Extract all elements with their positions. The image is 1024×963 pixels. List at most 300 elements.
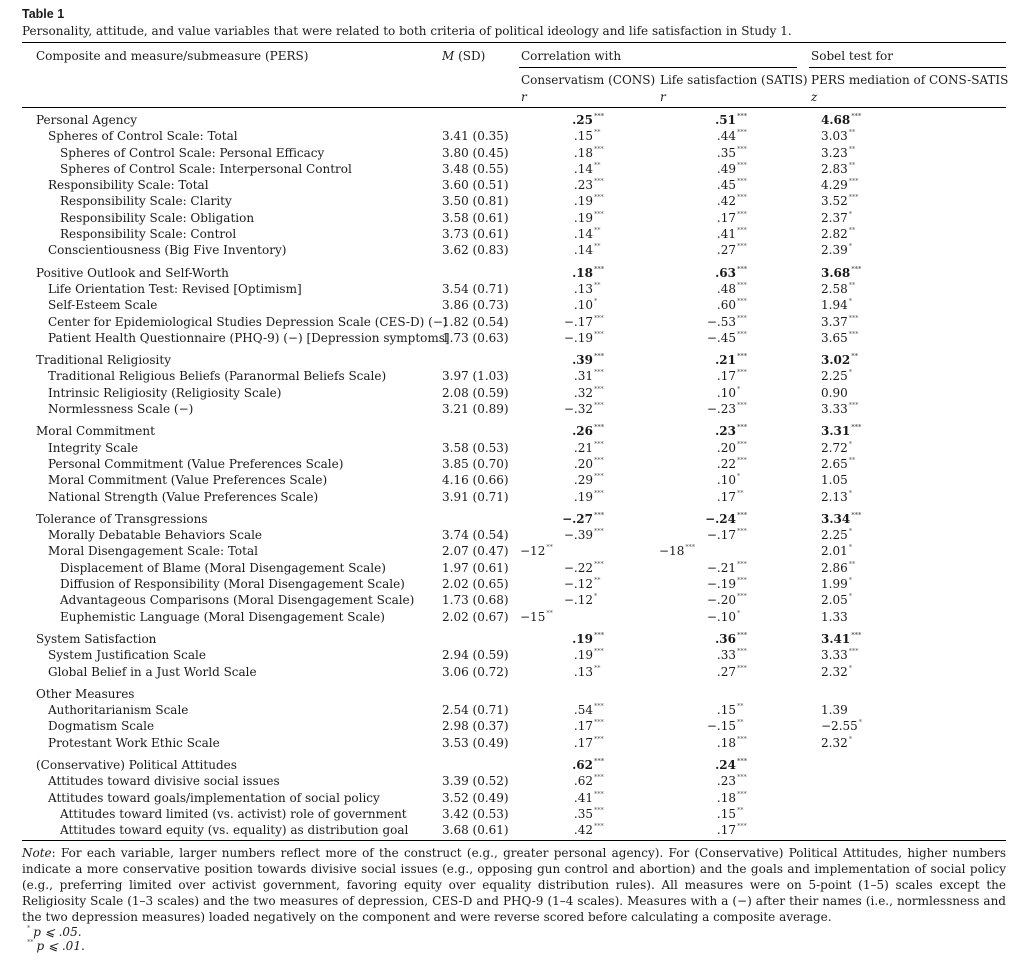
sobel-z: 3.37*** <box>821 313 859 329</box>
satis-correlation-value: .27 <box>716 243 736 258</box>
satis-correlation-value: −.45 <box>706 330 736 345</box>
cons-correlation: .42*** <box>573 822 604 838</box>
measure-row <box>22 527 1006 543</box>
bottom-rule <box>22 840 1006 841</box>
satis-correlation-value: .49 <box>716 161 736 176</box>
mean-sd: 3.48 (0.55) <box>442 161 509 176</box>
sobel-z-value: 4.68 <box>821 113 851 127</box>
header-life-satisfaction: Life satisfaction (SATIS) <box>660 73 808 87</box>
footnotes <box>22 925 1006 953</box>
mean-sd: 3.53 (0.49) <box>442 735 509 750</box>
measure-label: Advantageous Comparisons (Moral Disengagement Scale) <box>60 593 415 608</box>
mean-sd: 3.80 (0.45) <box>442 145 509 160</box>
sobel-z-value: 3.31 <box>821 424 851 439</box>
cons-correlation-value: .15 <box>573 129 593 144</box>
satis-correlation: .10* <box>716 384 741 400</box>
satis-correlation: .17*** <box>716 209 747 225</box>
header-composite: Composite and measure/submeasure (PERS) <box>36 49 309 63</box>
cons-correlation-value: .20 <box>573 456 593 471</box>
satis-correlation: −.20*** <box>706 592 747 608</box>
header-sobel-sub: PERS mediation of CONS-SATIS <box>811 73 1009 87</box>
satis-correlation: −.17*** <box>706 527 747 543</box>
composite-row <box>22 757 1006 773</box>
satis-correlation: .49*** <box>716 160 747 176</box>
measure-row <box>22 489 1006 505</box>
measure-label: Other Measures <box>36 686 135 701</box>
mean-sd: 3.52 (0.49) <box>442 790 509 805</box>
sobel-z-value: −2.55 <box>821 719 858 734</box>
cons-correlation-value: .18 <box>573 145 593 160</box>
sobel-z: 3.03** <box>821 128 856 144</box>
sobel-z-value: 2.65 <box>821 456 848 471</box>
sobel-z-value: 2.83 <box>821 161 848 176</box>
cons-correlation-value: −.32 <box>563 402 593 417</box>
cons-correlation-value: .32 <box>573 385 593 400</box>
satis-correlation: .27*** <box>716 663 747 679</box>
measure-label: Center for Epidemiological Studies Depression Scale (CES-D) (−) <box>48 314 448 329</box>
measure-row <box>22 226 1006 242</box>
satis-correlation-value: −.19 <box>706 577 736 592</box>
cons-correlation-value: .26 <box>572 424 593 439</box>
cons-correlation: .13** <box>573 663 601 679</box>
satis-correlation-value: .41 <box>716 227 736 242</box>
measure-row <box>22 440 1006 456</box>
satis-correlation-value: .20 <box>716 440 736 455</box>
composite-row <box>22 265 1006 281</box>
sobel-z: 2.39* <box>821 242 852 258</box>
sobel-z-value: 1.39 <box>821 703 848 718</box>
cons-correlation-value: .19 <box>573 489 593 504</box>
sobel-z-value: 1.94 <box>821 298 848 313</box>
sobel-z-value: 2.32 <box>821 664 848 679</box>
sobel-z: 2.25* <box>821 368 852 384</box>
mean-sd: 3.68 (0.61) <box>442 823 509 838</box>
composite-row <box>22 423 1006 439</box>
satis-correlation: −.45*** <box>706 329 747 345</box>
mean-sd: 3.97 (1.03) <box>442 369 509 384</box>
mean-sd: 4.16 (0.66) <box>442 473 509 488</box>
cons-correlation: .18*** <box>573 144 604 160</box>
mean-sd: 3.91 (0.71) <box>442 489 509 504</box>
composite-row <box>22 112 1006 128</box>
cons-correlation: .19*** <box>573 193 604 209</box>
satis-correlation: .15** <box>716 805 744 821</box>
satis-correlation-value: −.15 <box>706 719 736 734</box>
cons-correlation-value: −.19 <box>563 330 593 345</box>
sobel-z <box>821 609 863 625</box>
mean-sd: 3.58 (0.61) <box>442 210 509 225</box>
mean-sd: 2.98 (0.37) <box>442 719 509 734</box>
measure-row <box>22 193 1006 209</box>
satis-correlation-value: .51 <box>715 113 736 127</box>
measure-label: Traditional Religious Beliefs (Paranormal Beliefs Scale) <box>48 369 387 384</box>
measure-row <box>22 177 1006 193</box>
measure-label: Dogmatism Scale <box>48 719 155 734</box>
cons-correlation-value: −.12 <box>563 593 593 608</box>
sobel-z: 2.83** <box>821 160 856 176</box>
satis-correlation: .22*** <box>716 455 747 471</box>
mean-sd: 3.54 (0.71) <box>442 281 509 296</box>
cons-correlation: .10* <box>573 297 598 313</box>
cons-correlation-value: −.27 <box>562 511 593 526</box>
cons-correlation: −15** <box>520 608 553 624</box>
sobel-z <box>821 385 863 401</box>
satis-correlation: .10* <box>716 472 741 488</box>
measure-label: Personal Agency <box>36 113 137 127</box>
measure-label: Authoritarianism Scale <box>48 703 189 718</box>
measure-row <box>22 210 1006 226</box>
cons-correlation-value: .10 <box>573 298 593 313</box>
measure-label: Responsibility Scale: Obligation <box>60 210 255 225</box>
sobel-z: 3.68*** <box>821 264 862 280</box>
sobel-z-value: 1.99 <box>821 577 848 592</box>
sobel-z-value: 1.05 <box>821 473 848 488</box>
sobel-z-value: 3.03 <box>821 129 848 144</box>
header-sobel: Sobel test for <box>811 49 894 63</box>
cons-correlation-value: .19 <box>572 631 593 646</box>
sobel-z-value: 3.02 <box>821 353 851 368</box>
cons-correlation: −.12* <box>563 592 598 608</box>
measure-row <box>22 401 1006 417</box>
sobel-z-value: 0.90 <box>821 385 848 400</box>
satis-correlation-value: .60 <box>716 298 736 313</box>
sobel-z-value: 3.41 <box>821 631 851 646</box>
measure-label: System Justification Scale <box>48 648 206 663</box>
sobel-z: 4.68*** <box>821 112 862 127</box>
cons-correlation-value: .14 <box>573 161 593 176</box>
sobel-z-value: 3.23 <box>821 145 848 160</box>
measure-label: Patient Health Questionnaire (PHQ-9) (−) [Depression symptoms] <box>48 330 450 345</box>
satis-correlation-value: .10 <box>716 473 736 488</box>
mean-sd: 3.06 (0.72) <box>442 664 509 679</box>
measure-label: System Satisfaction <box>36 631 157 646</box>
sobel-z: 2.05* <box>821 592 852 608</box>
sobel-z: −2.55* <box>821 718 863 734</box>
measure-row <box>22 281 1006 297</box>
table-figure <box>22 6 1009 954</box>
header-correlation-with: Correlation with <box>521 49 622 63</box>
composite-row <box>22 631 1006 647</box>
cons-correlation: .23*** <box>573 177 604 193</box>
measure-label: Attitudes toward equity (vs. equality) as distribution goal <box>60 823 409 838</box>
satis-correlation: .17*** <box>716 368 747 384</box>
cons-correlation: .19*** <box>572 630 605 646</box>
mean-sd: 2.94 (0.59) <box>442 648 509 663</box>
satis-correlation: .36*** <box>715 630 748 646</box>
satis-correlation-value: .27 <box>716 664 736 679</box>
measure-row <box>22 735 1006 751</box>
cons-correlation-value: .13 <box>573 281 593 296</box>
satis-correlation-value: −.24 <box>705 511 736 526</box>
sobel-z-value: 3.33 <box>821 402 848 417</box>
satis-correlation: −.53*** <box>706 313 747 329</box>
satis-correlation: .17** <box>716 488 744 504</box>
cons-correlation: .17*** <box>573 718 604 734</box>
cons-correlation: .62*** <box>573 773 604 789</box>
measure-label: Attitudes toward divisive social issues <box>48 774 280 789</box>
cons-correlation: .25*** <box>572 112 605 127</box>
satis-correlation: −.15** <box>706 718 744 734</box>
sobel-z: 2.86** <box>821 559 856 575</box>
satis-correlation: −.21*** <box>706 559 747 575</box>
sobel-z-value: 2.86 <box>821 560 848 575</box>
sobel-z: 3.02** <box>821 352 859 368</box>
measure-label: Displacement of Blame (Moral Disengagement Scale) <box>60 560 386 575</box>
cons-correlation-value: .19 <box>573 648 593 663</box>
sobel-z-value: 3.33 <box>821 648 848 663</box>
cons-correlation: .13** <box>573 280 601 296</box>
mean-sd: 3.73 (0.61) <box>442 227 509 242</box>
sobel-z-value: 2.72 <box>821 440 848 455</box>
measure-row <box>22 806 1006 822</box>
satis-correlation-value: .15 <box>716 703 736 718</box>
satis-correlation: .42*** <box>716 193 747 209</box>
cons-correlation-value: .14 <box>573 243 593 258</box>
measure-label: Traditional Religiosity <box>36 353 171 368</box>
satis-correlation-value: .22 <box>716 456 736 471</box>
satis-correlation: .63*** <box>715 264 748 280</box>
satis-correlation: .18*** <box>716 734 747 750</box>
sobel-z: 3.23** <box>821 144 856 160</box>
cons-correlation: .14** <box>573 242 601 258</box>
mean-sd: 3.21 (0.89) <box>442 402 509 417</box>
sobel-z: 2.37* <box>821 209 852 225</box>
cons-correlation-value: .19 <box>573 210 593 225</box>
cons-correlation-value: .42 <box>573 823 593 838</box>
satis-correlation: .18*** <box>716 789 747 805</box>
footnote <box>26 939 1006 953</box>
sobel-z <box>821 472 863 488</box>
satis-correlation: −18*** <box>659 543 696 559</box>
satis-correlation-value: −.23 <box>706 402 736 417</box>
measure-label: Conscientiousness (Big Five Inventory) <box>48 243 287 258</box>
measure-label: Life Orientation Test: Revised [Optimism] <box>48 281 302 296</box>
sobel-z: 3.65*** <box>821 329 859 345</box>
mean-sd: 1.82 (0.54) <box>442 314 509 329</box>
mean-sd: 3.86 (0.73) <box>442 298 509 313</box>
measure-row <box>22 161 1006 177</box>
sobel-z-value: 1.33 <box>821 609 848 624</box>
satis-correlation: .35*** <box>716 144 747 160</box>
note-text: : For each variable, larger numbers reflect more of the construct (e.g., greater personal agency). For (Conservative) Political Attitudes, higher numbers indicate a more conservative position towards divisive social issues (e.g., opposing gun control and abortion) and the goals and implementation of social policy (e.g., preferring limited over activist government, favoring equity over equality distribution rules). All measures were on 5-point (1–5) scales except the Religiosity Scale (1–3 scales) and the two measures of depression, CES-D and PHQ-9 (1–4 scales). Measures with a (−) after their names (i.e., normlessness and the two depression measures) loaded negatively on the component and were reverse scored before calculating a composite average. <box>22 846 1006 925</box>
sobel-z-value: 3.37 <box>821 314 848 329</box>
measure-row <box>22 822 1006 838</box>
sobel-z-value: 3.65 <box>821 330 848 345</box>
sobel-z: 1.94* <box>821 297 852 313</box>
measure-label: Tolerance of Transgressions <box>36 511 208 526</box>
cons-correlation-value: .17 <box>573 735 593 750</box>
measure-row <box>22 543 1006 559</box>
measure-label: Normlessness Scale (−) <box>48 402 194 417</box>
measure-label: Spheres of Control Scale: Total <box>48 129 238 144</box>
measure-label: Personal Commitment (Value Preferences Scale) <box>48 456 344 471</box>
cons-correlation-value: .35 <box>573 806 593 821</box>
satis-correlation: −.23*** <box>706 401 747 417</box>
satis-correlation-value: .63 <box>715 265 736 280</box>
cons-correlation: .18*** <box>572 264 605 280</box>
satis-correlation-value: .48 <box>716 281 736 296</box>
satis-correlation: .44*** <box>716 128 747 144</box>
measure-row <box>22 592 1006 608</box>
sobel-z-value: 3.68 <box>821 265 851 280</box>
satis-correlation-value: −.21 <box>706 560 736 575</box>
cons-correlation-value: .62 <box>572 757 593 772</box>
measure-label: Attitudes toward limited (vs. activist) role of government <box>60 806 407 821</box>
satis-correlation: .21*** <box>715 352 748 368</box>
measure-row <box>22 790 1006 806</box>
measure-label: Positive Outlook and Self-Worth <box>36 265 229 280</box>
sobel-z: 2.13* <box>821 488 852 504</box>
satis-correlation-value: −.17 <box>706 528 736 543</box>
header-z: z <box>811 90 818 104</box>
cons-correlation: −.39*** <box>563 527 604 543</box>
mean-sd: 3.85 (0.70) <box>442 456 509 471</box>
sobel-z: 2.32* <box>821 663 852 679</box>
composite-row <box>22 686 1006 702</box>
cons-correlation-value: .62 <box>573 774 593 789</box>
measure-label: Euphemistic Language (Moral Disengagement Scale) <box>60 609 385 624</box>
table-note <box>22 845 1006 925</box>
cons-correlation: .17*** <box>573 734 604 750</box>
sobel-z: 2.82** <box>821 226 856 242</box>
mean-sd: 2.07 (0.47) <box>442 544 509 559</box>
sobel-z: 2.72* <box>821 439 852 455</box>
cons-correlation: −.17*** <box>563 313 604 329</box>
satis-correlation-value: .10 <box>716 385 736 400</box>
measure-row <box>22 385 1006 401</box>
satis-correlation: .48*** <box>716 280 747 296</box>
measure-label: Spheres of Control Scale: Personal Efficacy <box>60 145 325 160</box>
sobel-z: 3.41*** <box>821 630 862 646</box>
sobel-z-value: 2.37 <box>821 210 848 225</box>
mean-sd: 3.60 (0.51) <box>442 178 509 193</box>
satis-correlation: −.24*** <box>705 510 748 526</box>
mean-sd: 3.41 (0.35) <box>442 129 509 144</box>
measure-label: Attitudes toward goals/implementation of social policy <box>48 790 380 805</box>
sobel-z: 2.65** <box>821 455 856 471</box>
measure-row <box>22 128 1006 144</box>
sobel-z-value: 2.13 <box>821 489 848 504</box>
note-label: Note <box>22 846 52 861</box>
cons-correlation: .54*** <box>573 702 604 718</box>
satis-correlation: .41*** <box>716 226 747 242</box>
measure-label: Moral Commitment <box>36 424 155 439</box>
satis-correlation-value: .15 <box>716 806 736 821</box>
cons-correlation-value: .13 <box>573 664 593 679</box>
cons-correlation-value: .54 <box>573 703 593 718</box>
satis-correlation: .17*** <box>716 822 747 838</box>
measure-row <box>22 145 1006 161</box>
mean-sd: 3.50 (0.81) <box>442 194 509 209</box>
measure-label: Integrity Scale <box>48 440 139 455</box>
sobel-z-value: 2.82 <box>821 227 848 242</box>
sobel-z: 3.33*** <box>821 401 859 417</box>
header-msd: M (SD) <box>442 49 486 63</box>
satis-correlation-value: .17 <box>716 823 736 838</box>
measure-label: Morally Debatable Behaviors Scale <box>48 528 263 543</box>
composite-row <box>22 352 1006 368</box>
satis-correlation-value: .17 <box>716 210 736 225</box>
measure-row <box>22 664 1006 680</box>
footnote-text: p ⩽ .05. <box>33 925 82 940</box>
cons-correlation-value: .23 <box>573 178 593 193</box>
cons-correlation: .35*** <box>573 805 604 821</box>
cons-correlation: .19*** <box>573 488 604 504</box>
sobel-z: 3.34*** <box>821 510 862 526</box>
satis-correlation: .23*** <box>716 773 747 789</box>
satis-correlation-value: .21 <box>715 353 736 368</box>
cons-correlation: .41*** <box>573 789 604 805</box>
satis-correlation-value: .33 <box>716 648 736 663</box>
measure-label: Self-Esteem Scale <box>48 298 158 313</box>
measure-label: Moral Commitment (Value Preferences Scale) <box>48 473 328 488</box>
footnote-mark: * <box>27 924 31 933</box>
satis-correlation: .20*** <box>716 439 747 455</box>
sobel-z-value: 2.01 <box>821 544 848 559</box>
header-r-sat: r <box>660 90 666 104</box>
measure-row <box>22 576 1006 592</box>
header-subrule-correlation <box>519 67 797 68</box>
sobel-z: 3.31*** <box>821 423 862 439</box>
satis-correlation-value: .42 <box>716 194 736 209</box>
table-header <box>22 43 1009 107</box>
cons-correlation: .21*** <box>573 439 604 455</box>
sobel-z: 2.25* <box>821 527 852 543</box>
cons-correlation-value: .18 <box>572 265 593 280</box>
satis-correlation-value: −18 <box>659 544 685 559</box>
measure-row <box>22 242 1006 258</box>
sobel-z: 4.29*** <box>821 177 859 193</box>
cons-correlation-value: −.39 <box>563 528 593 543</box>
mean-sd: 3.74 (0.54) <box>442 528 509 543</box>
sobel-z: 3.33*** <box>821 647 859 663</box>
satis-correlation-value: .24 <box>715 757 736 772</box>
cons-correlation-value: .41 <box>573 790 593 805</box>
cons-correlation-value: −12 <box>520 544 546 559</box>
satis-correlation-value: .23 <box>716 774 736 789</box>
cons-correlation-value: .21 <box>573 440 593 455</box>
mean-sd: 2.02 (0.65) <box>442 577 509 592</box>
sobel-z: 1.99* <box>821 576 852 592</box>
table-caption: Personality, attitude, and value variables that were related to both criteria of political ideology and life satisfaction in Study 1. <box>22 24 792 38</box>
satis-correlation-value: −.53 <box>706 314 736 329</box>
mean-sd: 2.02 (0.67) <box>442 609 509 624</box>
satis-correlation: .24*** <box>715 756 748 772</box>
cons-correlation: .26*** <box>572 423 605 439</box>
satis-correlation: −.19*** <box>706 576 747 592</box>
mean-sd: 2.08 (0.59) <box>442 385 509 400</box>
mean-sd: 3.58 (0.53) <box>442 440 509 455</box>
measure-row <box>22 368 1006 384</box>
satis-correlation-value: .17 <box>716 489 736 504</box>
cons-correlation: .19*** <box>573 647 604 663</box>
measure-row <box>22 647 1006 663</box>
cons-correlation-value: −.17 <box>563 314 593 329</box>
header-subrule-sobel <box>809 67 1006 68</box>
measure-row <box>22 314 1006 330</box>
sobel-z: 2.01* <box>821 543 852 559</box>
sobel-z: 3.52*** <box>821 193 859 209</box>
satis-correlation-value: .45 <box>716 178 736 193</box>
cons-correlation: .39*** <box>572 352 605 368</box>
measure-row <box>22 702 1006 718</box>
mean-sd: 3.42 (0.53) <box>442 806 509 821</box>
measure-label: (Conservative) Political Attitudes <box>36 757 237 772</box>
footnote <box>26 925 1006 939</box>
cons-correlation-value: .39 <box>572 353 593 368</box>
cons-correlation: .15** <box>573 128 601 144</box>
table-label: Table 1 <box>22 7 65 21</box>
